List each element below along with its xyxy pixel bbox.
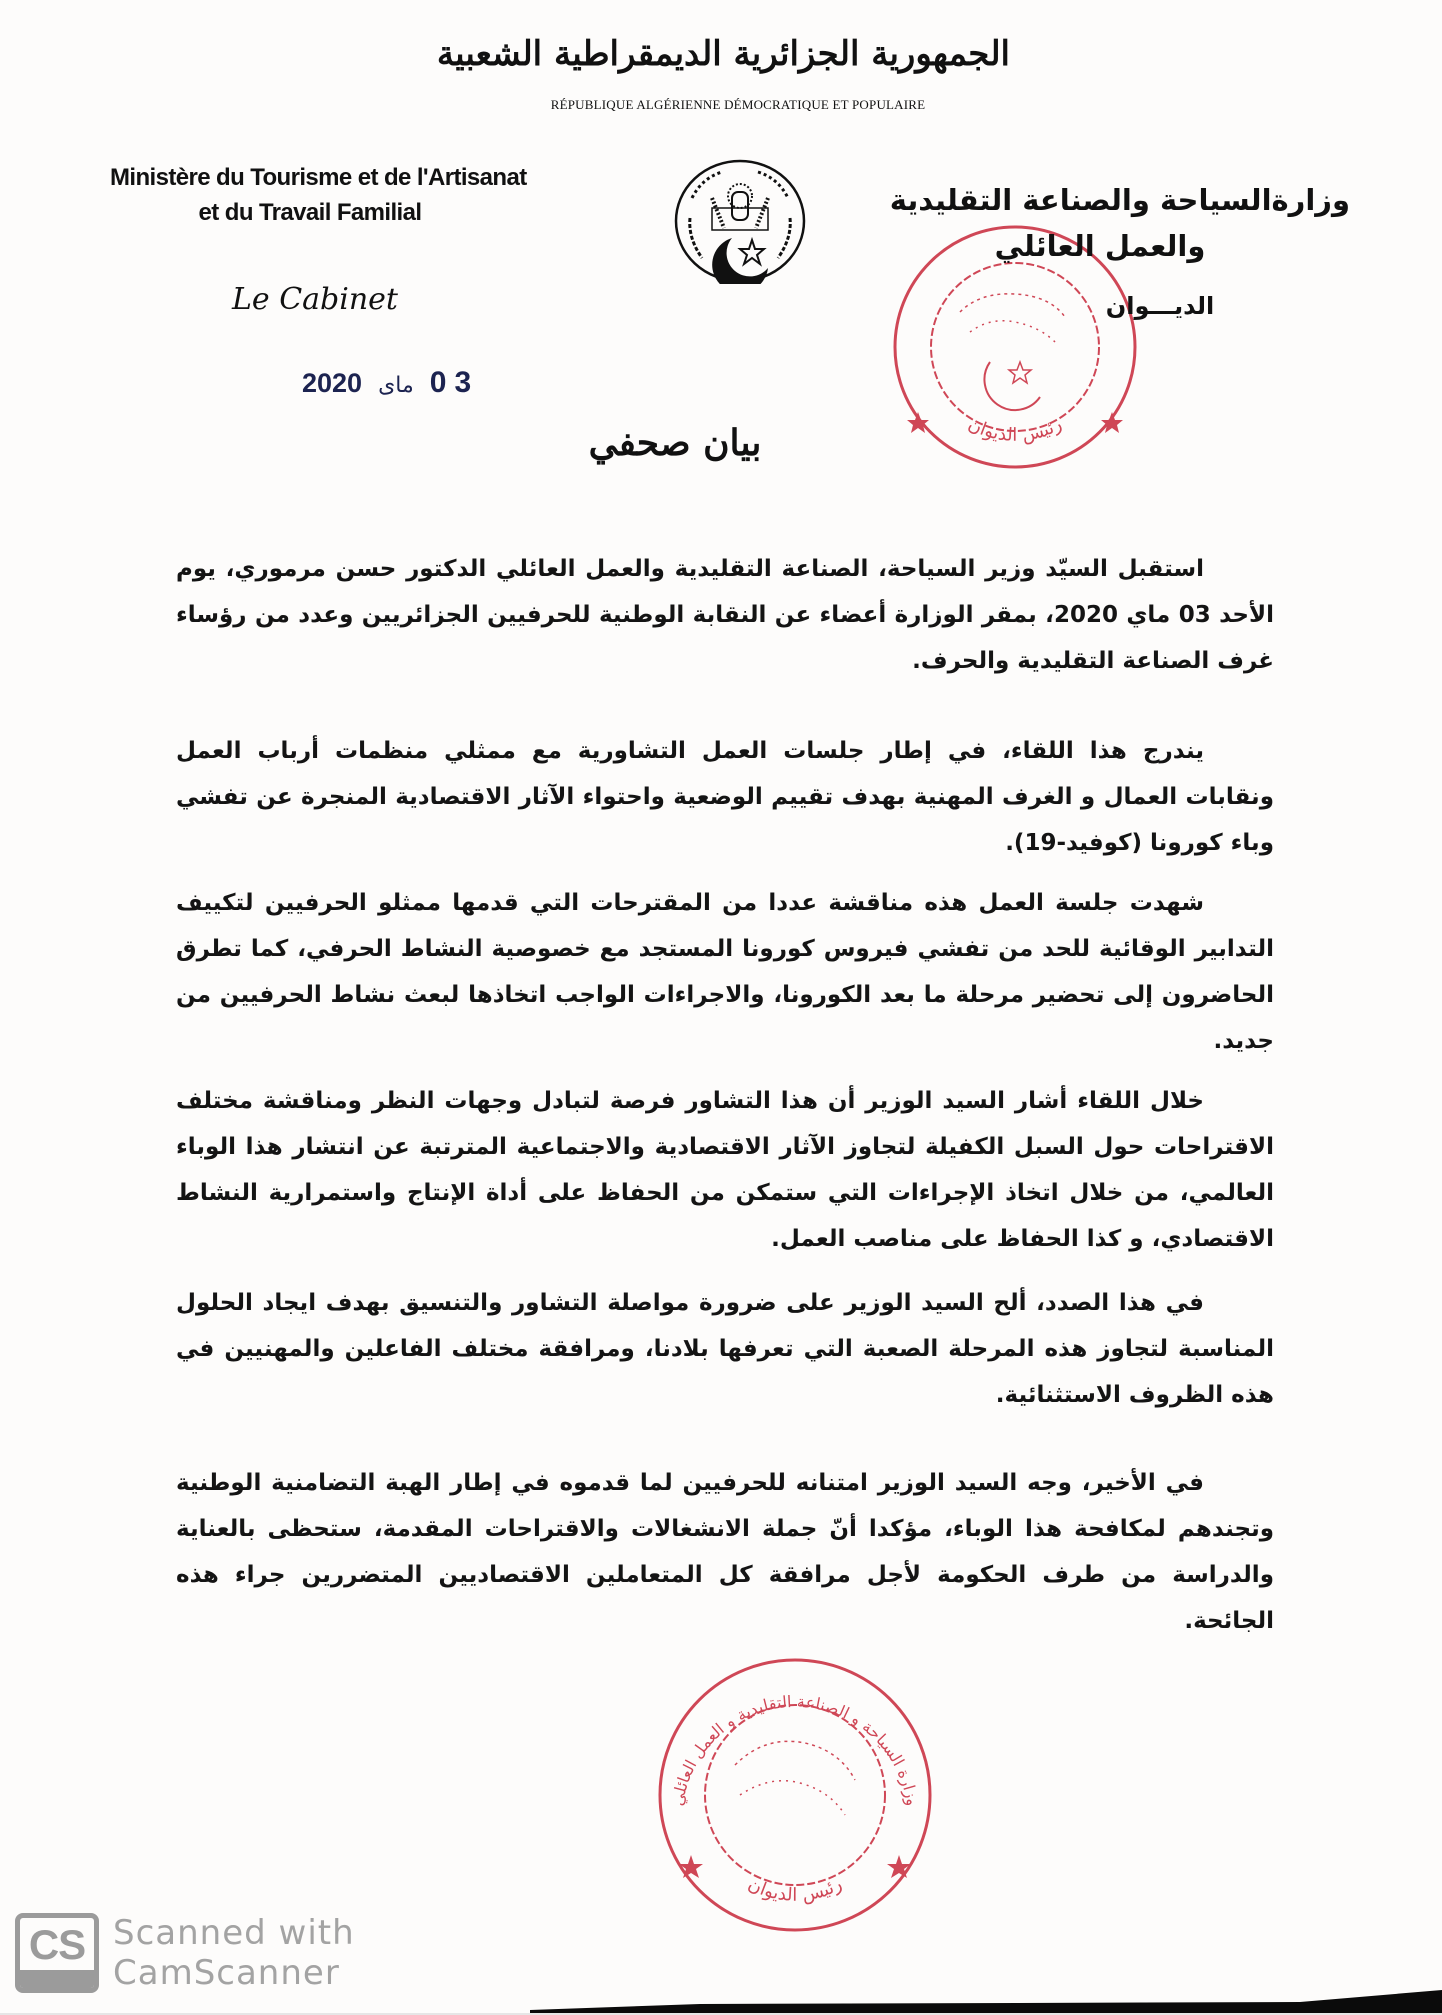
stamp-outer-text: وزارة السياحة و الصناعة التقليدية و العمل العائلي (667, 1691, 923, 1808)
paragraph-text: في هذا الصدد، ألح السيد الوزير على ضرورة مواصلة التشاور والتنسيق بهدف ايجاد الحلول المناسبة لتجاوز هذه المرحلة الصعبة التي تعرفها بلادنا، ومرافقة مختلف الفاعلين والمهنيين في هذه الظروف الاستثنائية. (176, 1290, 1274, 1408)
scan-edge-shadow (0, 1990, 1442, 2015)
document-date (302, 366, 479, 403)
paragraph-4 (176, 1078, 1274, 1262)
official-seal-icon (655, 1655, 935, 1935)
camscanner-text (113, 1913, 355, 1993)
cabinet-label-arabic: الديـــوان (1105, 292, 1215, 320)
camscanner-logo-icon (15, 1913, 99, 1993)
paragraph-5 (176, 1280, 1274, 1418)
paragraph-text: في الأخير، وجه السيد الوزير امتنانه للحرفيين لما قدموه في إطار الهبة التضامنية الوطنية وتجندهم لمكافحة هذا الوباء، مؤكدا أنّ جملة الانشغالات والاقتراحات المقدمة، ستحظى بالعناية والدراسة من طرف الحكومة لأجل مرافقة كل المتعاملين الاقتصاديين المتضررين جراء هذه الجائحة. (176, 1470, 1274, 1634)
date-month: ماى (378, 373, 414, 398)
stamp-bottom-text: رئيس الديوان (744, 1873, 846, 1906)
watermark-line-1: Scanned with (113, 1912, 355, 1953)
date-day: 03 (429, 366, 480, 399)
paragraph-2 (176, 728, 1274, 866)
document-title: بيان صحفي (588, 422, 762, 464)
algeria-coat-of-arms-icon (672, 158, 808, 284)
paragraph-1 (176, 546, 1274, 684)
paragraph-text: استقبل السيّد وزير السياحة، الصناعة التقليدية والعمل العائلي الدكتور حسن مرموري، يوم الأحد 03 ماي 2020، بمقر الوزارة أعضاء عن النقابة الوطنية للحرفيين الجزائريين وعدد من رؤساء غرف الصناعة التقليدية والحرف. (176, 556, 1274, 674)
paragraph-3 (176, 880, 1274, 1064)
watermark-line-2: CamScanner (113, 1952, 340, 1993)
paragraph-6 (176, 1460, 1274, 1644)
cabinet-label-french: Le Cabinet (232, 282, 398, 317)
camscanner-logo-text: CS (28, 1920, 86, 1968)
paragraph-text: خلال اللقاء أشار السيد الوزير أن هذا التشاور فرصة لتبادل وجهات النظر ومناقشة مختلف الاقتراحات حول السبل الكفيلة لتجاوز الآثار الاقتصادية والاجتماعية المترتبة عن انتشار هذا الوباء العالمي، من خلال اتخاذ الإجراءات التي ستمكن من الحفاظ على أداة الإنتاج واستمرارية النشاط الاقتصادي، و كذا الحفاظ على مناصب العمل. (176, 1088, 1274, 1252)
ministry-name-arabic-line2: والعمل العائلي (994, 229, 1206, 263)
republic-name-french: RÉPUBLIQUE ALGÉRIENNE DÉMOCRATIQUE ET POPULAIRE (550, 97, 926, 112)
date-year: 2020 (302, 368, 363, 398)
ministry-name-french-line1: Ministère du Tourisme et de l'Artisanat (110, 164, 527, 191)
paragraph-text: يندرج هذا اللقاء، في إطار جلسات العمل التشاورية مع ممثلي منظمات أرباب العمل ونقابات العمال و الغرف المهنية بهدف تقييم الوضعية واحتواء الآثار الاقتصادية المنجرة عن تفشي وباء كورونا (كوفيد-19). (176, 738, 1274, 856)
paragraph-text: شهدت جلسة العمل هذه مناقشة عددا من المقترحات التي قدمها ممثلو الحرفيين لتكييف التدابير الوقائية للحد من تفشي فيروس كورونا المستجد مع خصوصية النشاط الحرفي، كما تطرق الحاضرون إلى تحضير مرحلة ما بعد الكورونا، والاجراءات الواجب اتخاذها لبعث نشاط الحرفيين من جديد. (176, 890, 1274, 1054)
stamp-bottom-text: رئيس الديوان (964, 413, 1066, 446)
ministry-name-french-line2: et du Travail Familial (198, 199, 422, 226)
camscanner-watermark (15, 1905, 375, 2000)
ministry-name-arabic-line1: وزارةالسياحة والصناعة التقليدية (889, 183, 1350, 217)
republic-name-arabic: الجمهورية الجزائرية الديمقراطية الشعبية (436, 34, 1010, 74)
